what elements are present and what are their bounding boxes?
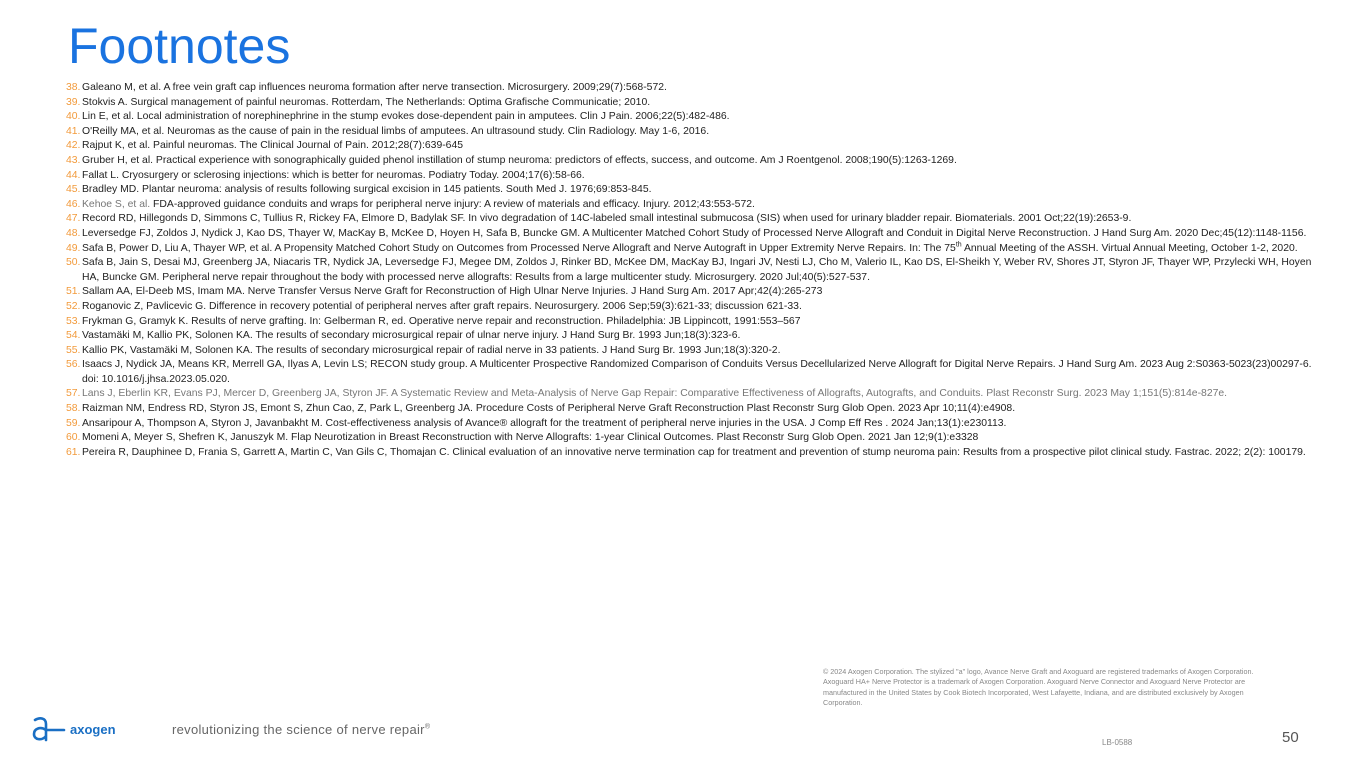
- footnote-text: [82, 169, 1328, 184]
- footnote-number: 49.: [66, 242, 81, 254]
- page-number: 50: [1282, 729, 1299, 746]
- footnote-number: 42.: [66, 140, 81, 152]
- footnote-number: 47.: [66, 213, 81, 225]
- footnote-text: [82, 387, 1328, 402]
- footnote-number: 50.: [66, 257, 81, 269]
- page-title: Footnotes: [68, 18, 291, 74]
- footnote-item: [66, 300, 1328, 315]
- footnote-text: [82, 417, 1328, 432]
- footnote-text: [82, 125, 1328, 140]
- tagline-text: revolutionizing the science of nerve repair: [172, 722, 425, 737]
- footnote-text: [82, 315, 1328, 330]
- footnote-item: [66, 242, 1328, 257]
- footnote-citation: Safa B, Power D, Liu A, Thayer WP, et al. A Propensity Matched Cohort Study on Outcomes from Processed Nerve Allograft and Nerve Autograft in Upper Extremity Nerve Repairs. In: The 75: [82, 242, 956, 254]
- footnote-citation: Raizman NM, Endress RD, Styron JS, Emont S, Zhun Cao, Z, Park L, Greenberg JA. Procedure Costs of Peripheral Nerve Graft Reconstruction Plast Reconstr Surg Glob Open. 2023 Apr 10;11(4):e4908.: [82, 403, 1016, 415]
- footnote-item: [66, 256, 1328, 285]
- footnote-citation: Ansaripour A, Thompson A, Styron J, Javanbakht M. Cost-effectiveness analysis of Avance® allograft for the treatment of peripheral nerve injuries in the USA. J Comp Eff Res . 2024 Jan;13(1):e230113.: [82, 417, 1007, 429]
- footnote-number: 41.: [66, 125, 81, 137]
- footnote-citation: O'Reilly MA, et al. Neuromas as the cause of pain in the residual limbs of amputees. An ultrasound study. Clin Radiology. May 1-6, 2016.: [82, 125, 710, 137]
- tagline: [172, 722, 430, 737]
- footnote-text: [82, 183, 1328, 198]
- footnote-item: [66, 417, 1328, 432]
- footnote-item: [66, 81, 1328, 96]
- footnote-text: [82, 256, 1328, 285]
- footnote-citation: Pereira R, Dauphinee D, Frania S, Garrett A, Martin C, Van Gils C, Thomajan C. Clinical evaluation of an innovative nerve termination cap for treatment and prevention of stump neuroma pain: Results from a prospective pilot clinical study. Fastrac. 2022; 2(2): 100179.: [82, 446, 1306, 458]
- footnote-number: 59.: [66, 417, 81, 429]
- footnote-text: [82, 139, 1328, 154]
- footnote-number: 45.: [66, 184, 81, 196]
- copyright-notice: © 2024 Axogen Corporation. The stylized "a" logo, Avance Nerve Graft and Axoguard are registered trademarks of Axogen Corporation. Axoguard HA+ Nerve Protector is a trademark of Axogen Corporation. Axoguard Nerve Connector and Axoguard Nerve Protector are manufactured in the United States by Cook Biotech Incorporated, West Lafayette, Indiana, and are distributed exclusively by Axogen Corporation.: [823, 667, 1254, 707]
- footnote-text: [82, 110, 1328, 125]
- document-code: LB-0588: [1102, 738, 1133, 747]
- footnote-text: [82, 329, 1328, 344]
- footnote-text: [82, 96, 1328, 111]
- axogen-logo: [32, 716, 116, 742]
- footnote-item: [66, 212, 1328, 227]
- superscript: th: [955, 241, 962, 249]
- footnote-number: 46.: [66, 198, 81, 210]
- footnote-citation: Rajput K, et al. Painful neuromas. The Clinical Journal of Pain. 2012;28(7):639-645: [82, 140, 464, 152]
- footnote-text: [82, 358, 1328, 387]
- footnote-number: 39.: [66, 96, 81, 108]
- footnote-citation: Isaacs J, Nydick JA, Means KR, Merrell GA, Ilyas A, Levin LS; RECON study group. A Multicenter Prospective Randomized Comparison of Conduits Versus Decellularized Nerve Allograft for Digital Nerve Repairs. J Hand Surg Am. 2023 Aug 2:S0363-5023(23)00297-6. doi: 10.1016/j.jhsa.2023.05.020.: [82, 359, 1312, 385]
- footnote-citation: Safa B, Jain S, Desai MJ, Greenberg JA, Niacaris TR, Nydick JA, Leversedge FJ, Megee DM, Zoldos J, Rinker BD, McKee DM, MacKay BJ, Ingari JV, Nesti LJ, Cho M, Valerio IL, Kao DS, El-Sheikh Y, Weber RV, Shores JT, Styron JF, Thayer WP, Przylecki WH, Hoyen HA, Buncke GM. Peripheral nerve repair throughout the body with processed nerve allografts: Results from a large multicenter study. Microsurgery. 2020 Jul;40(5):527-537.: [82, 257, 1312, 283]
- footnote-citation: Galeano M, et al. A free vein graft cap influences neuroma formation after nerve transection. Microsurgery. 2009;29(7):568-572.: [82, 82, 667, 93]
- footnote-item: [66, 344, 1328, 359]
- footnote-number: 51.: [66, 286, 81, 298]
- footnote-number: 60.: [66, 432, 81, 444]
- footnote-citation: Fallat L. Cryosurgery or sclerosing injections: which is better for neuromas. Podiatry Today. 2004;17(6):58-66.: [82, 169, 585, 181]
- footnote-number: 38.: [66, 82, 81, 93]
- footnote-item: [66, 154, 1328, 169]
- footnote-item: [66, 110, 1328, 125]
- footnote-text: [82, 344, 1328, 359]
- footnote-text: [82, 402, 1328, 417]
- footnote-item: [66, 285, 1328, 300]
- footnote-number: 52.: [66, 300, 81, 312]
- footnote-text: [82, 81, 1328, 96]
- footnote-number: 55.: [66, 344, 81, 356]
- footnote-item: [66, 96, 1328, 111]
- footnote-text: [82, 227, 1328, 242]
- footnote-text: [82, 431, 1328, 446]
- footnote-citation: Kallio PK, Vastamäki M, Solonen KA. The results of secondary microsurgical repair of radial nerve in 33 patients. J Hand Surg Br. 1993 Jun;18(3):320-2.: [82, 344, 781, 356]
- footnote-item: [66, 125, 1328, 140]
- footnote-lead: Kehoe S, et al.: [82, 198, 151, 210]
- footnote-number: 54.: [66, 330, 81, 342]
- footnote-citation-cont: Annual Meeting of the ASSH. Virtual Annual Meeting, October 1-2, 2020.: [961, 242, 1298, 254]
- footnote-lead: Lans J, Eberlin KR, Evans PJ, Mercer D, Greenberg JA, Styron JF. A Systematic Review and Meta-Analysis of Nerve Gap Repair: Comparative Effectiveness of Allografts, Autografts, and Conduits. Plast Reconstr Surg. 2023 May 1;151(5):814e-827e.: [82, 388, 1228, 400]
- footnote-text: [82, 300, 1328, 315]
- footnote-item: [66, 198, 1328, 213]
- footnote-citation: Momeni A, Meyer S, Shefren K, Januszyk M. Flap Neurotization in Breast Reconstruction with Nerve Allografts: 1-year Clinical Outcomes. Plast Reconstr Surg Glob Open. 2021 Jan 12;9(1):e3328: [82, 432, 979, 444]
- footnote-text: [82, 154, 1328, 169]
- footnote-item: [66, 387, 1328, 402]
- footnote-list: [66, 81, 1328, 460]
- footnote-citation: Roganovic Z, Pavlicevic G. Difference in recovery potential of peripheral nerves after graft repairs. Neurosurgery. 2006 Sep;59(3):621-33; discussion 621-33.: [82, 300, 802, 312]
- footnote-text: [82, 446, 1328, 461]
- footnote-item: [66, 227, 1328, 242]
- footnote-number: 40.: [66, 111, 81, 123]
- footnote-citation: Gruber H, et al. Practical experience with sonographically guided phenol instillation of stump neuroma: predictors of effects, success, and outcome. Am J Roentgenol. 2008;190(5):1263-1269.: [82, 154, 957, 166]
- footnote-number: 53.: [66, 315, 81, 327]
- footnote-text: [82, 198, 1328, 213]
- footnote-item: [66, 329, 1328, 344]
- footnote-citation: Record RD, Hillegonds D, Simmons C, Tullius R, Rickey FA, Elmore D, Badylak SF. In vivo degradation of 14C-labeled small intestinal submucosa (SIS) when used for urinary bladder repair. Biomaterials. 2001 Oct;22(19):2653-9.: [82, 213, 1132, 225]
- footnote-item: [66, 315, 1328, 330]
- footnote-item: [66, 446, 1328, 461]
- footnote-number: 56.: [66, 359, 81, 371]
- footnote-number: 58.: [66, 403, 81, 415]
- footnote-number: 44.: [66, 169, 81, 181]
- footnote-citation: Stokvis A. Surgical management of painful neuromas. Rotterdam, The Netherlands: Optima Grafische Communicatie; 2010.: [82, 96, 651, 108]
- footnote-item: [66, 358, 1328, 387]
- footnote-citation: Frykman G, Gramyk K. Results of nerve grafting. In: Gelberman R, ed. Operative nerve repair and reconstruction. Philadelphia: JB Lippincott, 1991:553–567: [82, 315, 801, 327]
- footnote-item: [66, 431, 1328, 446]
- footnote-citation: FDA-approved guidance conduits and wraps for peripheral nerve injury: A review of materials and efficacy. Injury. 2012;43:553-572.: [150, 198, 755, 210]
- footnote-citation: Sallam AA, El-Deeb MS, Imam MA. Nerve Transfer Versus Nerve Graft for Reconstruction of High Ulnar Nerve Injuries. J Hand Surg Am. 2017 Apr;42(4):265-273: [82, 286, 823, 298]
- registered-mark: ®: [424, 723, 431, 731]
- footnote-number: 48.: [66, 227, 81, 239]
- footnote-number: 43.: [66, 154, 81, 166]
- footnote-text: [82, 285, 1328, 300]
- footnote-citation: Vastamäki M, Kallio PK, Solonen KA. The results of secondary microsurgical repair of ulnar nerve injury. J Hand Surg Br. 1993 Jun;18(3):323-6.: [82, 330, 741, 342]
- footnote-text: [82, 242, 1328, 257]
- footnote-item: [66, 169, 1328, 184]
- footnote-citation: Leversedge FJ, Zoldos J, Nydick J, Kao DS, Thayer W, MacKay B, McKee D, Hoyen H, Safa B, Buncke GM. A Multicenter Matched Cohort Study of Processed Nerve Allograft and Conduit in Digital Nerve Reconstruction. J Hand Surg Am. 2020 Dec;45(12):1148-1156.: [82, 227, 1307, 239]
- footnote-text: [82, 212, 1328, 227]
- footnote-item: [66, 402, 1328, 417]
- footnote-item: [66, 183, 1328, 198]
- axogen-a-icon: [32, 716, 66, 742]
- footnote-number: 61.: [66, 446, 81, 458]
- footnote-citation: Bradley MD. Plantar neuroma: analysis of results following surgical excision in 145 patients. South Med J. 1976;69:853-845.: [82, 184, 652, 196]
- footnote-item: [66, 139, 1328, 154]
- footnote-citation: Lin E, et al. Local administration of norephinephrine in the stump evokes dose-dependent pain in amputees. Clin J Pain. 2006;22(5):482-486.: [82, 111, 730, 123]
- footnote-number: 57.: [66, 388, 81, 400]
- logo-wordmark: axogen: [70, 721, 116, 737]
